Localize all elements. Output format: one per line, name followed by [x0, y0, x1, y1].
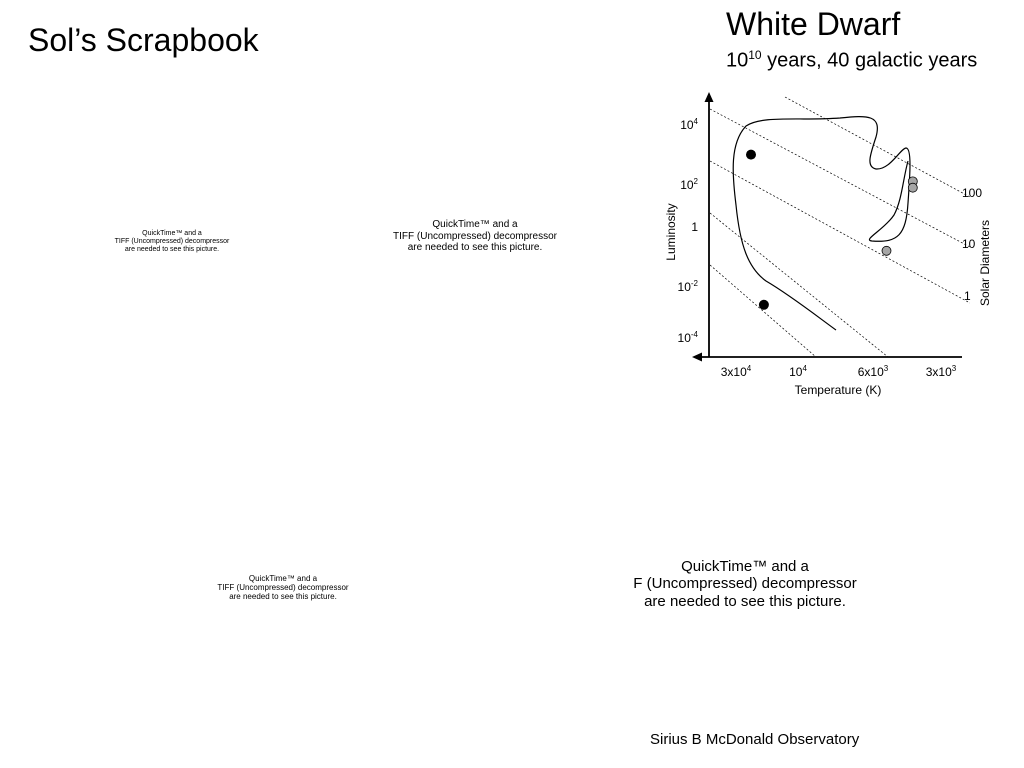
- black-star-point-0: [746, 150, 756, 160]
- diameter-label: 10: [962, 237, 976, 251]
- placeholder-line: F (Uncompressed) decompressor: [633, 575, 857, 593]
- placeholder-line: TIFF (Uncompressed) decompressor: [393, 230, 557, 242]
- slide-title: Sol’s Scrapbook: [28, 22, 259, 58]
- x-tick-label: $3x10^4$: [720, 364, 752, 379]
- placeholder-line: are needed to see this picture.: [644, 592, 846, 610]
- missing-image-placeholder-3: [203, 574, 363, 602]
- hr-diagram: [640, 85, 1010, 405]
- stage-title: White Dwarf: [726, 6, 901, 42]
- x-axis-label: Temperature (K): [794, 383, 882, 397]
- diameter-label: 100: [962, 186, 983, 200]
- y-tick-label: $10^4$: [680, 117, 698, 132]
- gray-star-point-4: [882, 246, 891, 255]
- placeholder-line: QuickTime™ and a: [681, 558, 809, 575]
- placeholder-line: are needed to see this picture.: [407, 242, 543, 253]
- age-base: 10: [726, 49, 749, 72]
- diameter-line-100: [785, 97, 970, 197]
- placeholder-line: TIFF (Uncompressed) decompressor: [114, 238, 230, 246]
- placeholder-line: QuickTime™ and a: [248, 574, 318, 583]
- evolution-track: [733, 117, 910, 330]
- y-tick-label: $10^{-4}$: [677, 330, 698, 345]
- diameter-line-01: [710, 213, 888, 357]
- y-tick-label: 1: [691, 220, 698, 234]
- age-subtitle: [726, 48, 977, 73]
- tick-labels: [678, 117, 983, 379]
- x-tick-label: $6x10^3$: [857, 364, 889, 379]
- placeholder-line: are needed to see this picture.: [229, 592, 337, 602]
- y-axis-arrowhead: [705, 92, 714, 102]
- y-tick-label: $10^{-2}$: [677, 279, 698, 294]
- gray-star-point-3: [908, 183, 917, 192]
- image-caption: Sirius B McDonald Observatory: [650, 731, 860, 748]
- diameter-line-1: [710, 161, 970, 303]
- placeholder-line: QuickTime™ and a: [432, 219, 518, 230]
- missing-image-placeholder-4: [600, 558, 890, 610]
- black-star-point-1: [759, 300, 769, 310]
- x-tick-label: $3x10^3$: [925, 364, 957, 379]
- age-rest: years, 40 galactic years: [761, 49, 978, 72]
- diameter-lines: [710, 97, 970, 357]
- x-axis-arrowhead: [692, 353, 702, 362]
- diameter-label: 1: [964, 289, 971, 303]
- diameter-line-10: [710, 109, 970, 247]
- x-tick-label: $10^4$: [789, 364, 807, 379]
- missing-image-placeholder-1: [92, 230, 252, 254]
- y2-axis-label: Solar Diameters: [978, 219, 992, 307]
- axes: [692, 92, 962, 362]
- missing-image-placeholder-2: [370, 219, 580, 254]
- y-axis-label: Luminosity: [664, 203, 678, 261]
- age-exponent: 10: [748, 48, 762, 62]
- y-tick-label: $10^2$: [680, 177, 698, 192]
- placeholder-line: are needed to see this picture.: [124, 246, 220, 254]
- placeholder-line: TIFF (Uncompressed) decompressor: [217, 583, 349, 593]
- placeholder-line: QuickTime™ and a: [142, 230, 202, 237]
